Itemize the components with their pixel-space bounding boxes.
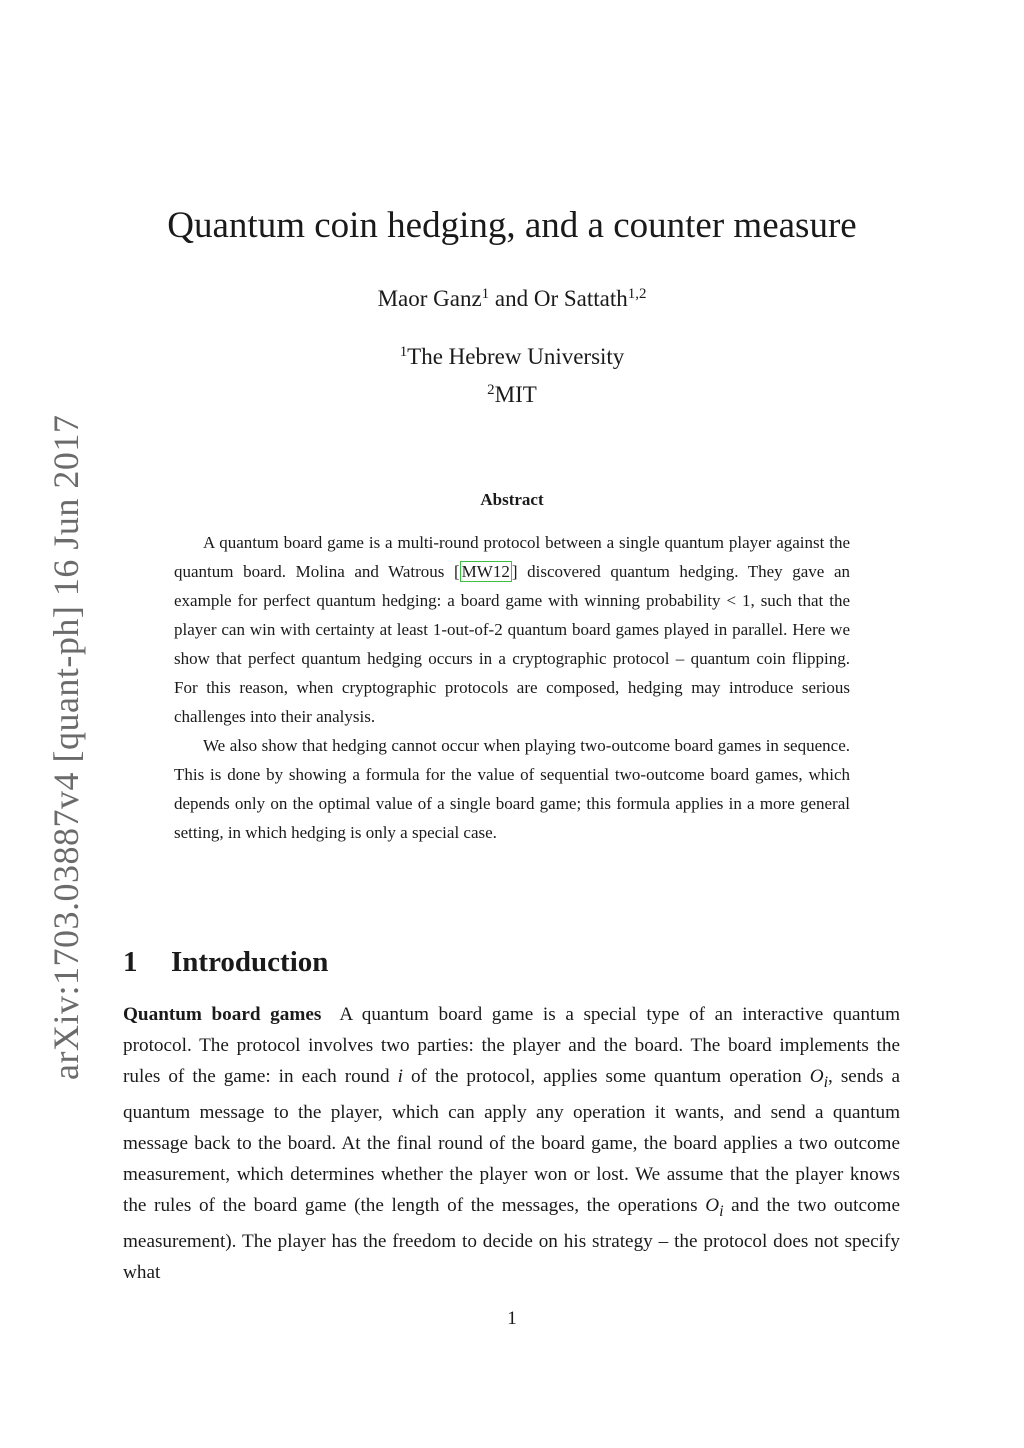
math-variable: O <box>809 1065 824 1087</box>
abstract-text: A quantum board game is a multi-round protocol between a single quantum player against the quantum board. Molina and Watrous <box>174 533 850 581</box>
affiliation-name: MIT <box>494 382 537 407</box>
authors-conjunction: and <box>494 286 529 311</box>
affiliation-name: The Hebrew University <box>407 344 625 369</box>
section-title: Introduction <box>171 946 329 978</box>
arxiv-stamp: arXiv:1703.03887v4 [quant-ph] 16 Jun 2017 <box>46 414 86 1080</box>
body-text-run: of the protocol, applies some quantum operation <box>402 1065 810 1087</box>
math-subscript: i <box>823 1073 829 1091</box>
paper-title: Quantum coin hedging, and a counter measure <box>167 205 857 246</box>
abstract-paragraph: We also show that hedging cannot occur when playing two-outcome board games in sequence. This is done by showing a formula for the value of sequential two-outcome board games, which depends only on the optimal value of a single board game; this formula applies in a more general setting, in which hedging is only a special case. <box>174 736 850 842</box>
citation-link[interactable]: MW12 <box>461 562 510 581</box>
math-variable: i <box>397 1065 403 1087</box>
body-text-run: A quantum board game is a special type of an interactive quantum protocol. The protocol involves two parties: the player and the board. The board implements the rules of the game: in each round <box>123 1004 901 1087</box>
citation-bracket: ] <box>511 562 518 581</box>
affiliation-marker: 1 <box>481 285 490 302</box>
author-name: Or Sattath <box>533 286 628 311</box>
math-variable: O <box>705 1194 720 1216</box>
page-number: 1 <box>507 1308 517 1329</box>
citation-bracket: [ <box>454 562 460 581</box>
author-name: Maor Ganz <box>377 286 482 311</box>
math-subscript: i <box>719 1202 724 1220</box>
affiliation-marker: 1,2 <box>627 285 647 302</box>
abstract-paragraph <box>174 528 850 731</box>
affiliation <box>0 380 1024 410</box>
body-text-run: , sends a quantum message to the player, which can apply any operation it wants, and send a quantum message back to the board. At the final round of the board game, the board applies a two outcome measurement, which determines whether the player won or lost. We assume that the player knows the rules of the board game (the length of the messages, the operations <box>123 1065 901 1216</box>
affiliation <box>0 342 1024 372</box>
body-paragraph <box>123 1000 900 1289</box>
body-text <box>123 1000 900 1289</box>
section-number: 1 <box>123 946 138 978</box>
abstract <box>174 528 850 847</box>
body-text-run: and the two outcome measurement). The player has the freedom to decide on his strategy – the protocol does not specify what <box>123 1194 900 1284</box>
abstract-text: discovered quantum hedging. They gave an example for perfect quantum hedging: a board game with winning probability < 1, such that the player can win with certainty at least 1-out-of-2 quantum board games played in parallel. Here we show that perfect quantum hedging occurs in a cryptographic protocol – quantum coin flipping. For this reason, when cryptographic protocols are composed, hedging may introduce serious challenges into their analysis. <box>174 562 850 726</box>
affiliation-marker: 1 <box>399 343 408 360</box>
paragraph-runin-heading: Quantum board games <box>123 1004 322 1025</box>
abstract-heading: Abstract <box>480 490 544 509</box>
section-heading <box>123 942 328 982</box>
affiliation-marker: 2 <box>487 381 495 398</box>
authors <box>0 284 1024 314</box>
